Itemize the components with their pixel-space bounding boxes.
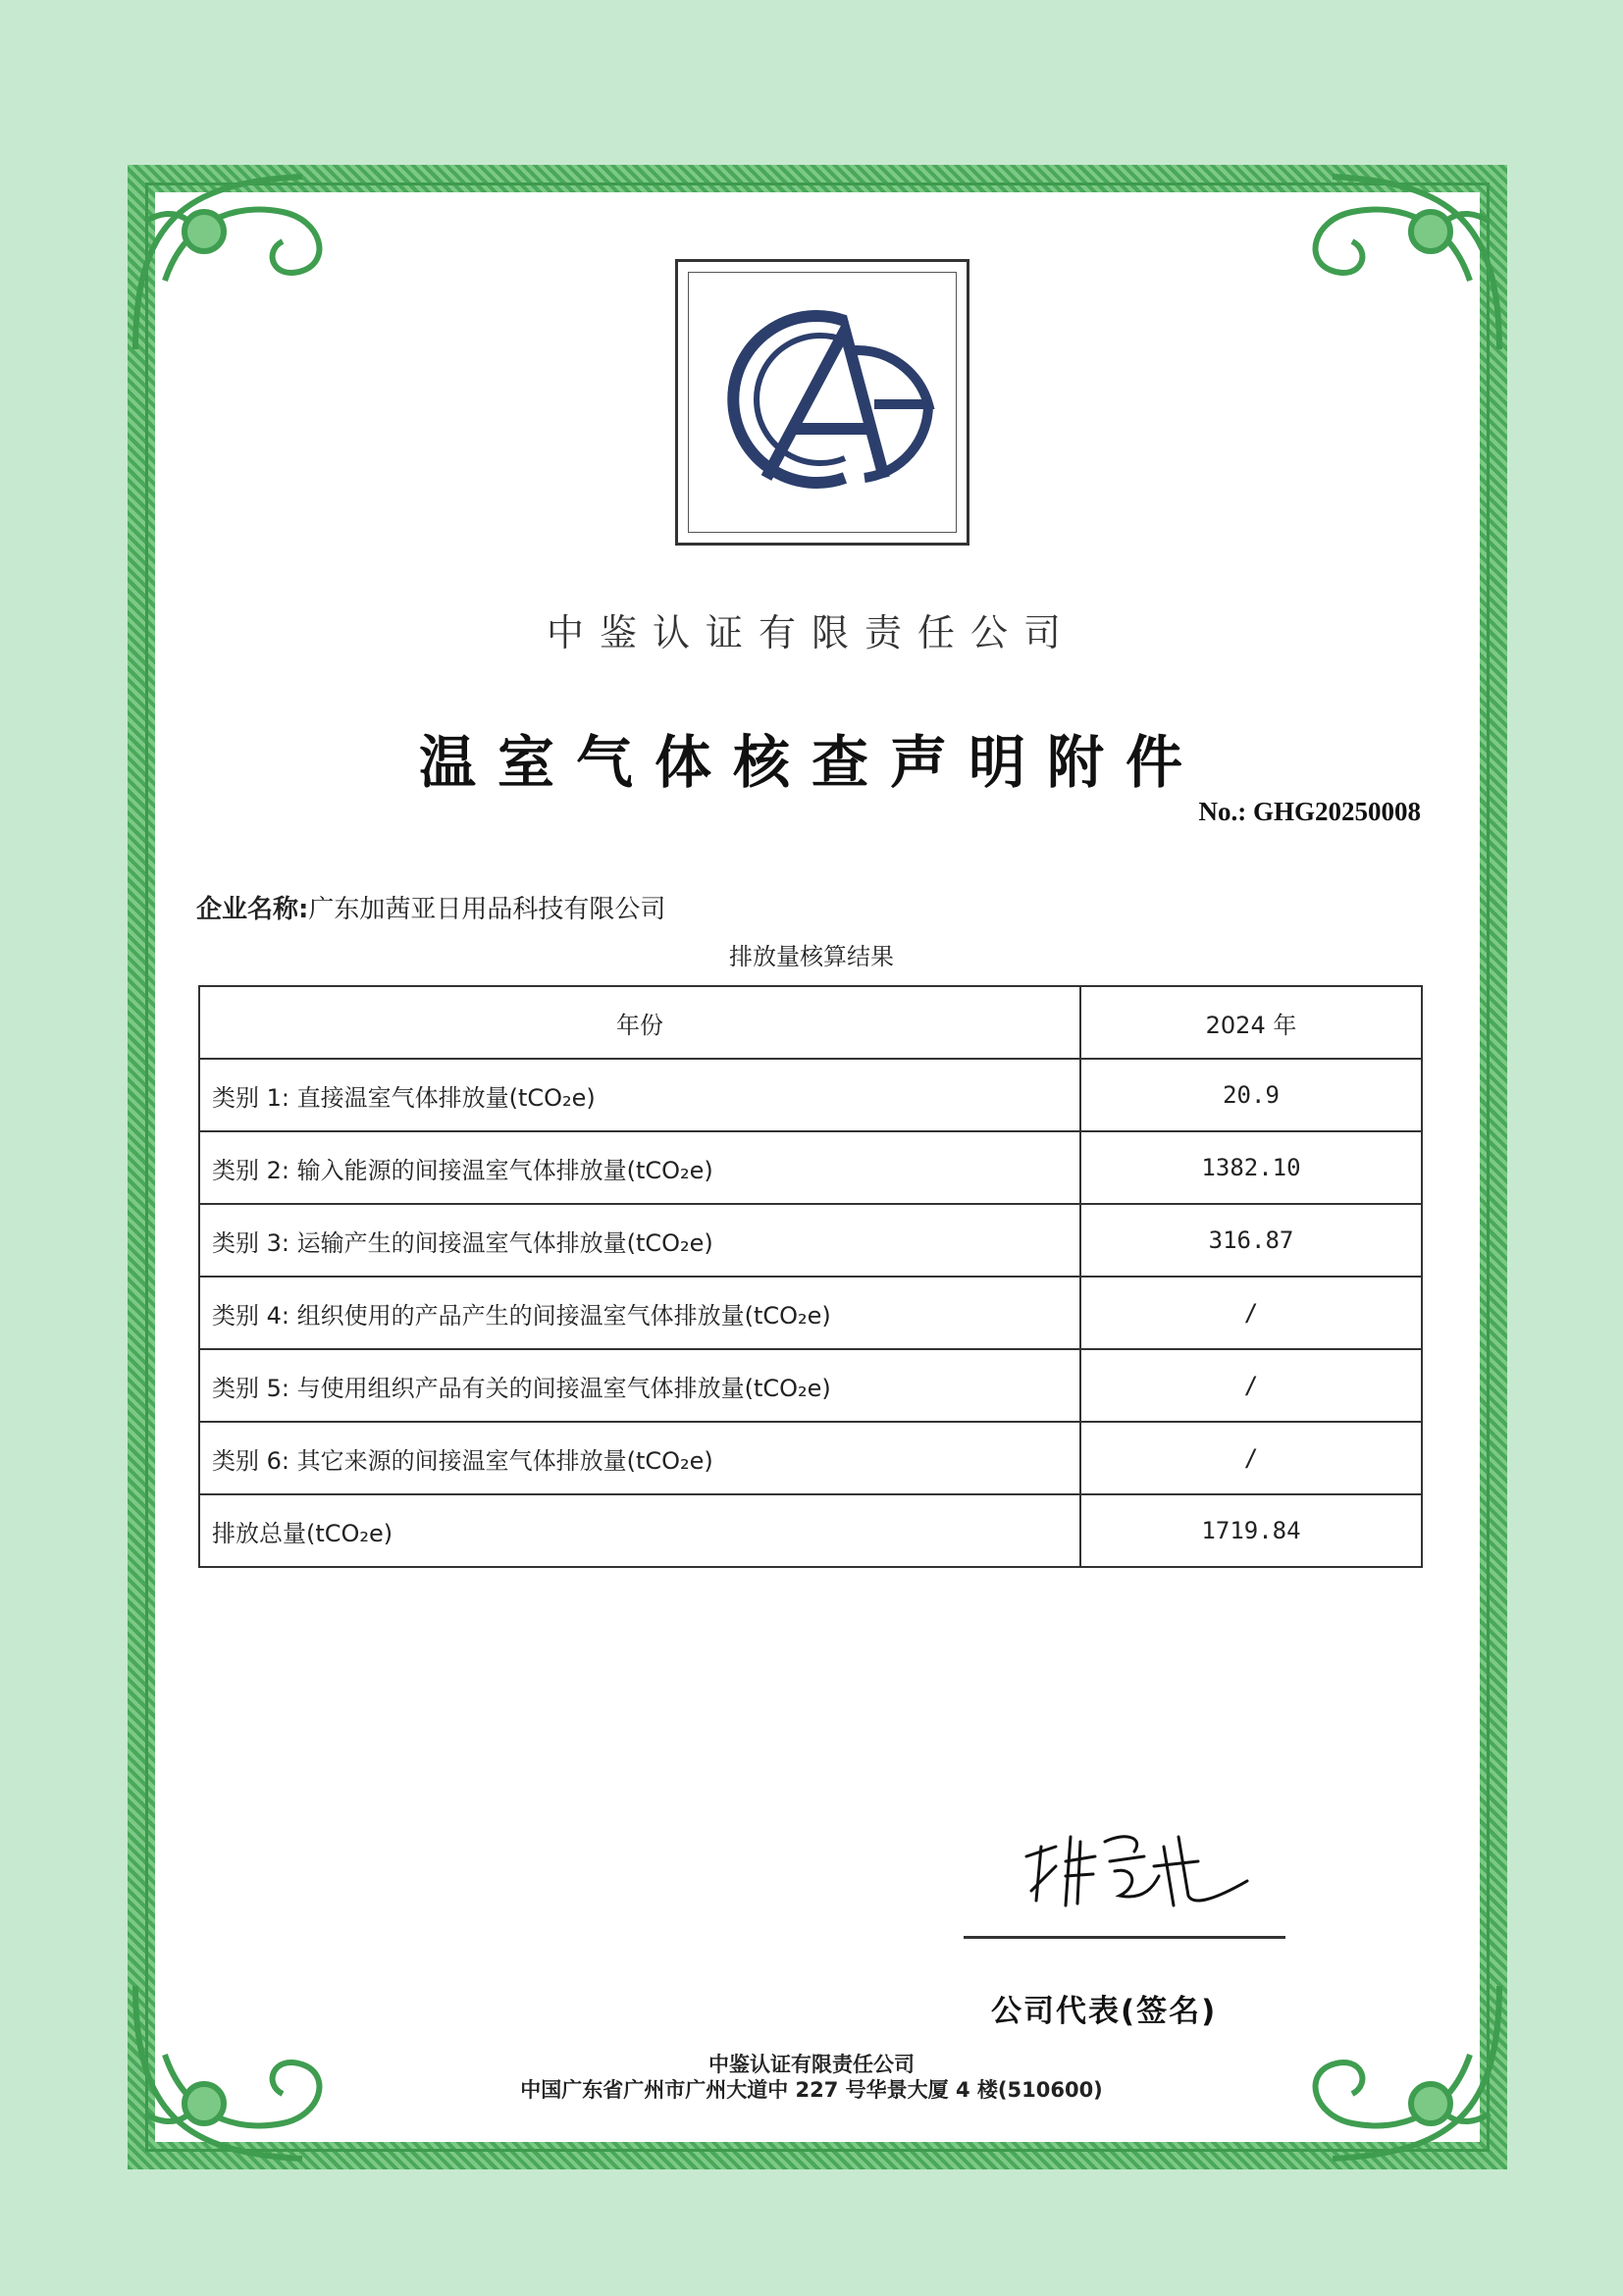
table-row: [199, 1277, 1422, 1349]
table-caption: 排放量核算结果: [729, 943, 894, 970]
header-item: 年份: [199, 986, 1080, 1059]
row-item: 类别 3: 运输产生的间接温室气体排放量(tCO₂e): [199, 1204, 1080, 1277]
issuer-logo: [675, 259, 969, 546]
row-value: 20.9: [1080, 1059, 1422, 1131]
corner-ornament-top-right: [1254, 163, 1509, 359]
row-value: 316.87: [1080, 1204, 1422, 1277]
table-header-row: [199, 986, 1422, 1059]
table-row: [199, 1059, 1422, 1131]
table-row: [199, 1204, 1422, 1277]
table-row: [199, 1422, 1422, 1494]
corner-ornament-top-left: [126, 163, 381, 359]
signature-line: [964, 1936, 1285, 1939]
table-row: [199, 1131, 1422, 1204]
row-item: 排放总量(tCO₂e): [199, 1494, 1080, 1567]
row-item: 类别 1: 直接温室气体排放量(tCO₂e): [199, 1059, 1080, 1131]
row-value: 1719.84: [1080, 1494, 1422, 1567]
row-value: 1382.10: [1080, 1131, 1422, 1204]
enterprise-name: 广东加茜亚日用品科技有限公司: [308, 895, 666, 924]
enterprise-label: 企业名称:: [196, 895, 309, 924]
representative-label: 公司代表(签名): [991, 1994, 1218, 2029]
footer-company: 中鉴认证有限责任公司: [708, 2053, 915, 2076]
row-value: /: [1080, 1349, 1422, 1422]
row-item: 类别 2: 输入能源的间接温室气体排放量(tCO₂e): [199, 1131, 1080, 1204]
document-number: No.: GHG20250008: [1198, 797, 1421, 826]
row-item: 类别 4: 组织使用的产品产生的间接温室气体排放量(tCO₂e): [199, 1277, 1080, 1349]
row-item: 类别 5: 与使用组织产品有关的间接温室气体排放量(tCO₂e): [199, 1349, 1080, 1422]
enterprise-name-line: [196, 889, 665, 925]
document-title: 温室气体核查声明附件: [418, 729, 1204, 796]
cag-logo-icon: [698, 291, 947, 507]
header-year: 2024 年: [1080, 986, 1422, 1059]
footer-address: 中国广东省广州市广州大道中 227 号华景大厦 4 楼(510600): [520, 2078, 1103, 2102]
emissions-table: [198, 985, 1423, 1568]
handwritten-signature: [1017, 1817, 1252, 1915]
table-row: [199, 1349, 1422, 1422]
row-item: 类别 6: 其它来源的间接温室气体排放量(tCO₂e): [199, 1422, 1080, 1494]
row-value: /: [1080, 1422, 1422, 1494]
issuer-company-name: 中鉴认证有限责任公司: [546, 611, 1076, 654]
row-value: /: [1080, 1277, 1422, 1349]
table-row-total: [199, 1494, 1422, 1567]
